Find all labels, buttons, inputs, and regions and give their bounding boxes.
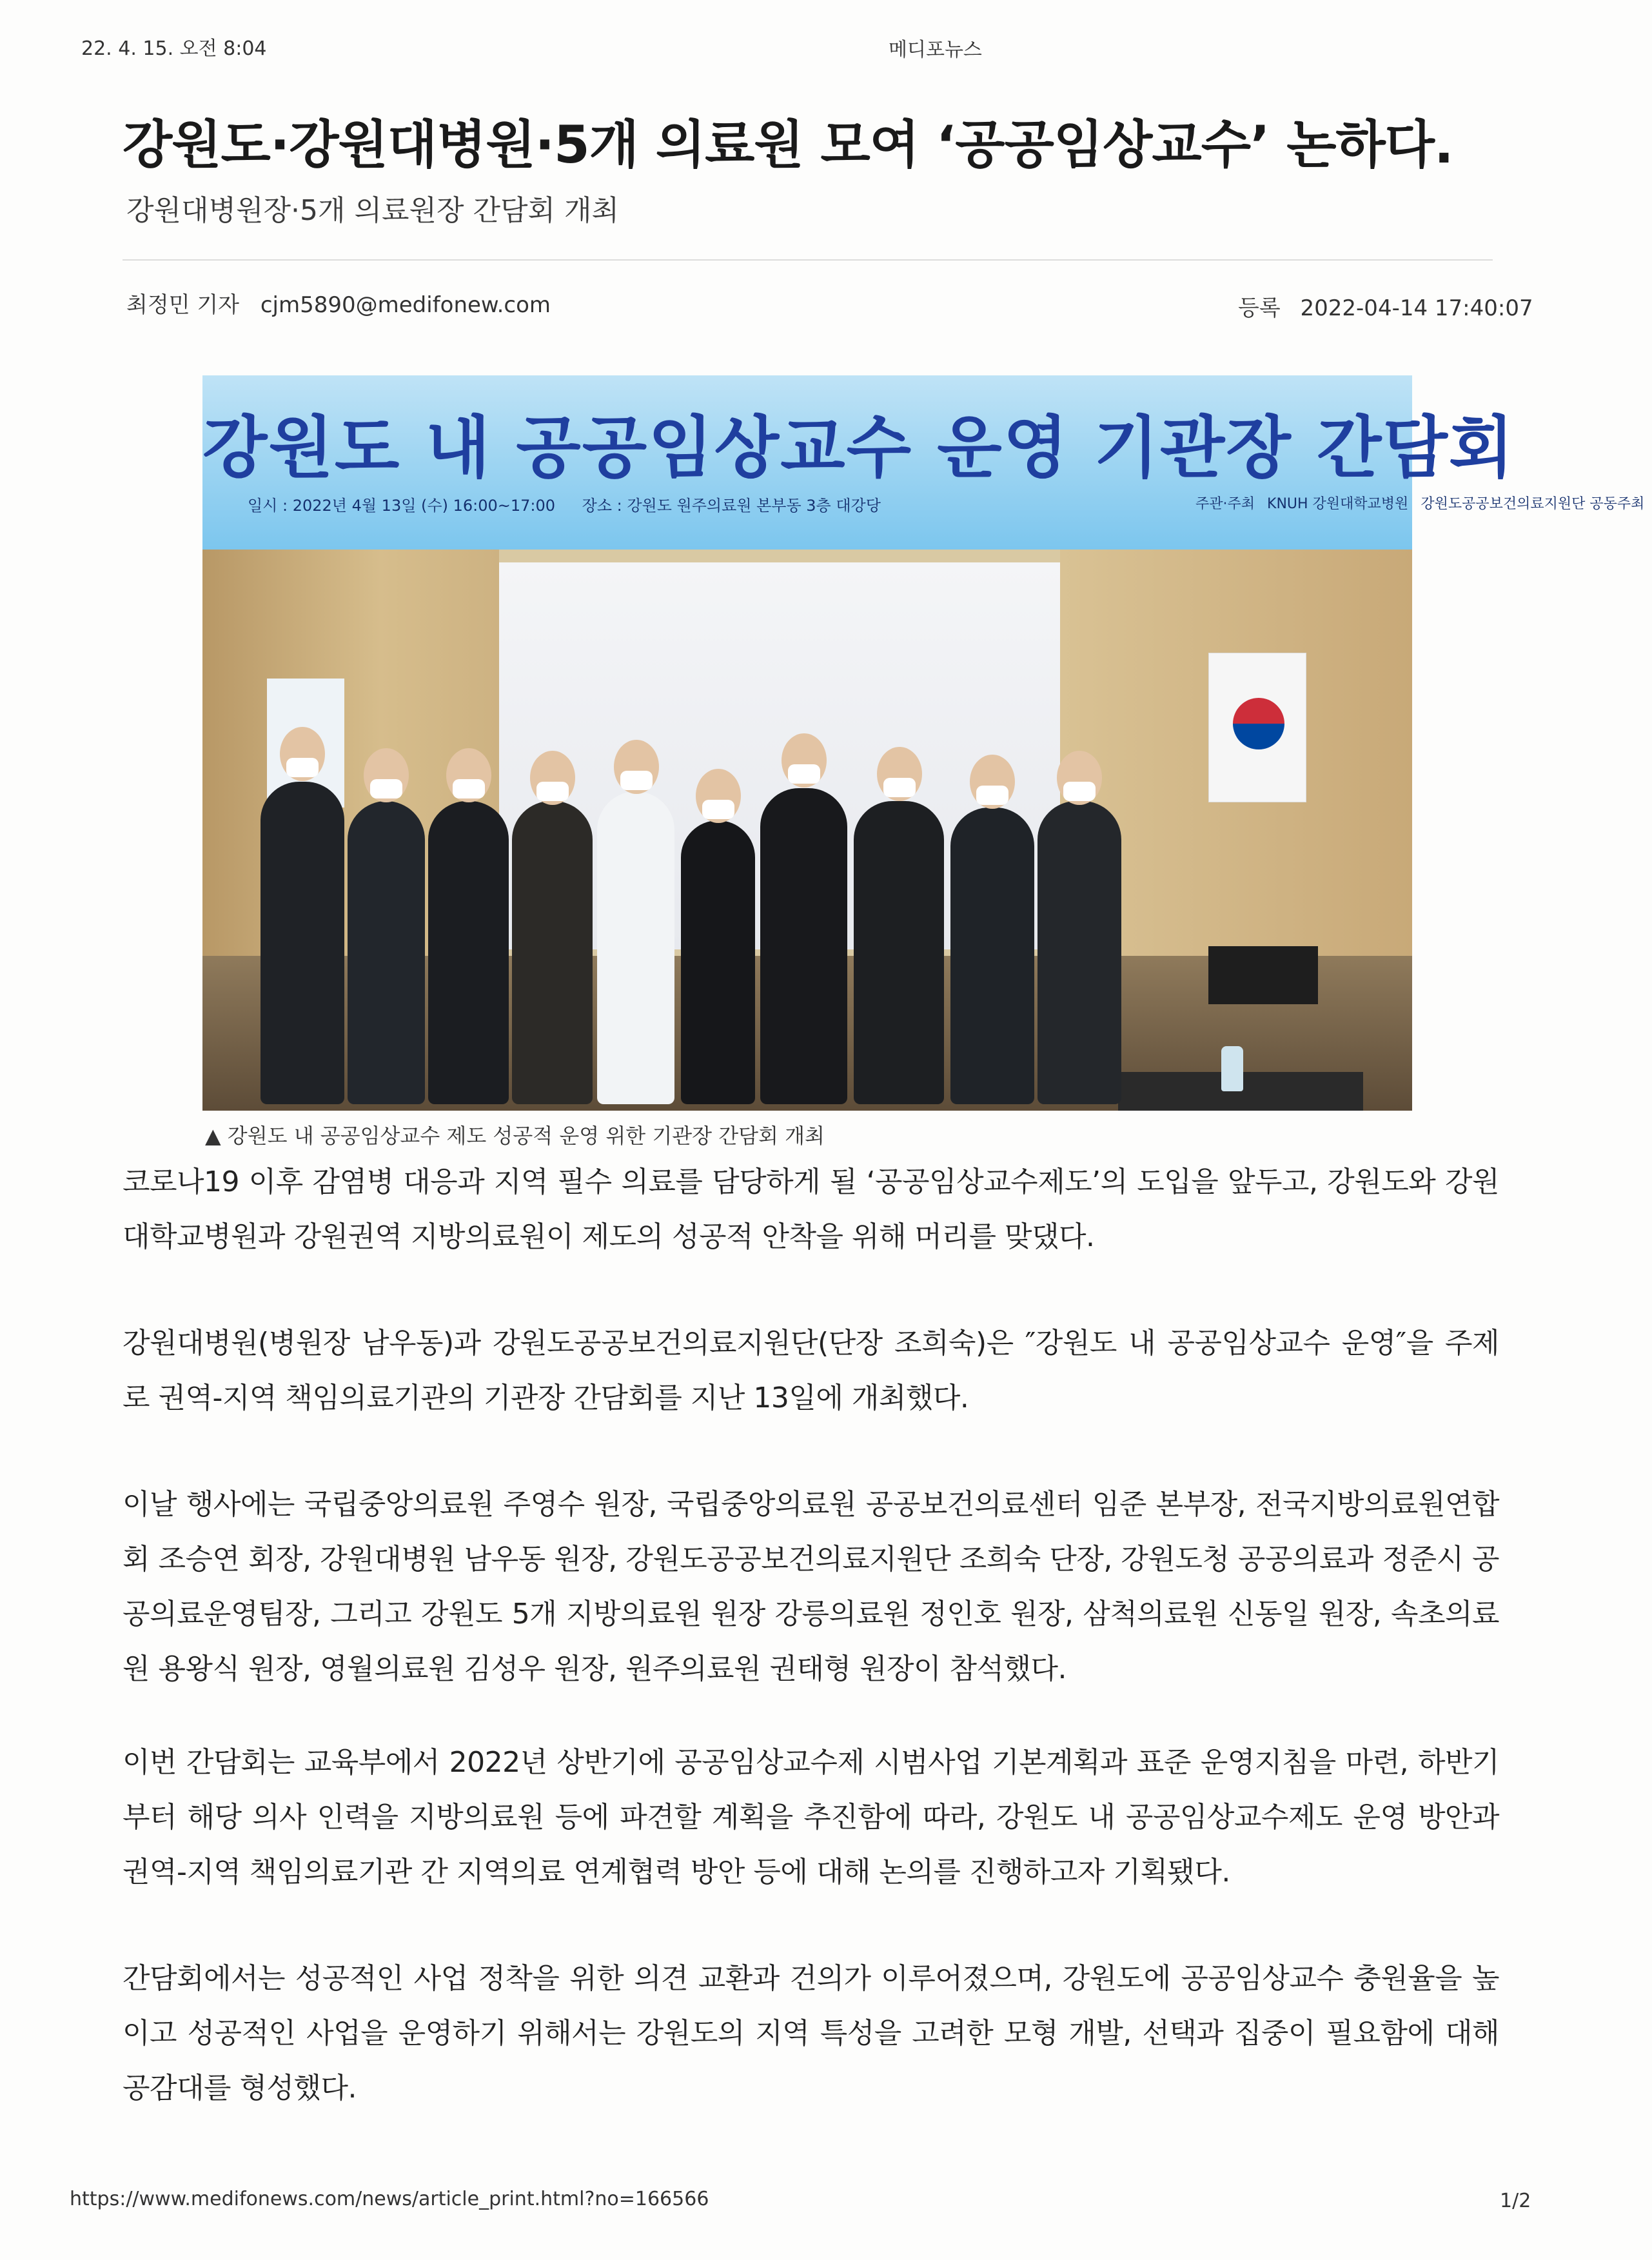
header-divider — [123, 259, 1493, 261]
person — [681, 820, 755, 1104]
article-photo — [202, 375, 1645, 1111]
face-mask — [370, 779, 402, 798]
person — [261, 782, 344, 1104]
banner-host-2: 강원도공공보건의료지원단 공동주최 — [1421, 496, 1645, 512]
photo-caption: ▲ 강원도 내 공공임상교수 제도 성공적 운영 위한 기관장 간담회 개최 — [205, 1124, 825, 1148]
banner-place: 장소 : 강원도 원주의료원 본부동 3층 대강당 — [582, 497, 881, 515]
article-paragraph: 강원대병원(병원장 남우동)과 강원도공공보건의료지원단(단장 조희숙)은 ″강원도 내 공공임상교수 운영″을 주제로 권역-지역 책임의료기관의 기관장 간담회를 지난 13일에 개최했다. — [123, 1327, 1499, 1414]
byline — [126, 287, 551, 319]
print-url[interactable]: https://www.medifonews.com/news/article_print.html?no=166566 — [70, 2188, 709, 2210]
article-paragraph: 이날 행사에는 국립중앙의료원 주영수 원장, 국립중앙의료원 공공보건의료센터 임준 본부장, 전국지방의료원연합회 조승연 회장, 강원대병원 남우동 원장, 강원도공공보건의료지원단 조희숙 단장, 강원도청 공공의료과 정준시 공공의료운영팀장, 그리고 강원도 5개 지방의료원 원장 강릉의료원 정인호 원장, 삼척의료원 신동일 원장, 속초의료원 용왕식 원장, 영월의료원 김성우 원장, 원주의료원 권태형 원장이 참석했다. — [123, 1488, 1499, 1685]
registered-label: 등록 — [1238, 295, 1281, 321]
face-mask — [702, 800, 734, 819]
banner-hosts — [1195, 493, 1652, 513]
banner-host-1: KNUH 강원대학교병원 — [1267, 496, 1409, 512]
author-email[interactable]: cjm5890@medifonew.com — [260, 292, 551, 318]
person — [950, 808, 1034, 1104]
face-mask — [788, 764, 820, 784]
registered-date — [1238, 290, 1533, 322]
page-number: 1/2 — [1500, 2190, 1531, 2212]
print-datetime: 22. 4. 15. 오전 8:04 — [81, 37, 267, 60]
face-mask — [1063, 782, 1096, 801]
article-paragraph: 간담회에서는 성공적인 사업 정착을 위한 의견 교환과 건의가 이루어졌으며, 강원도에 공공임상교수 충원율을 높이고 성공적인 사업을 운영하기 위해서는 강원도의 지역 특성을 고려한 모형 개발, 선택과 집중이 필요함에 대해 공감대를 형성했다. — [123, 1962, 1499, 2105]
author-name: 최정민 기자 — [126, 292, 240, 318]
banner-title: 강원도 내 공공임상교수 운영 기관장 간담회 — [202, 408, 1515, 487]
registered-datetime: 2022-04-14 17:40:07 — [1300, 295, 1533, 321]
face-mask — [976, 786, 1008, 805]
article-subheadline: 강원대병원장·5개 의료원장 간담회 개최 — [126, 194, 620, 227]
face-mask — [536, 782, 569, 801]
banner-info — [248, 493, 903, 515]
person — [512, 801, 593, 1104]
face-mask — [286, 758, 319, 777]
person — [597, 791, 674, 1104]
face-mask — [620, 771, 653, 790]
article-paragraph: 코로나19 이후 감염병 대응과 지역 필수 의료를 담당하게 될 ‘공공임상교수제도’의 도입을 앞두고, 강원도와 강원대학교병원과 강원권역 지방의료원이 제도의 성공적 안착을 위해 머리를 맞댔다. — [123, 1165, 1499, 1253]
face-mask — [883, 778, 916, 797]
banner-date: 일시 : 2022년 4월 13일 (수) 16:00~17:00 — [248, 497, 556, 515]
person — [854, 801, 944, 1104]
person — [1037, 801, 1121, 1104]
article-headline: 강원도·강원대병원·5개 의료원 모여 ‘공공임상교수’ 논하다. — [123, 115, 1453, 175]
person — [760, 788, 847, 1104]
person — [428, 801, 509, 1104]
person — [348, 801, 425, 1104]
print-site-name: 메디포뉴스 — [889, 39, 982, 61]
face-mask — [453, 779, 485, 798]
banner-host-label: 주관·주최 — [1195, 496, 1255, 512]
article-paragraph: 이번 간담회는 교육부에서 2022년 상반기에 공공임상교수제 시범사업 기본계획과 표준 운영지침을 마련, 하반기부터 해당 의사 인력을 지방의료원 등에 파견할 계획을 추진함에 따라, 강원도 내 공공임상교수제도 운영 방안과 권역-지역 책임의료기관 간 지역의료 연계협력 방안 등에 대해 논의를 진행하고자 기획됐다. — [123, 1746, 1499, 1888]
